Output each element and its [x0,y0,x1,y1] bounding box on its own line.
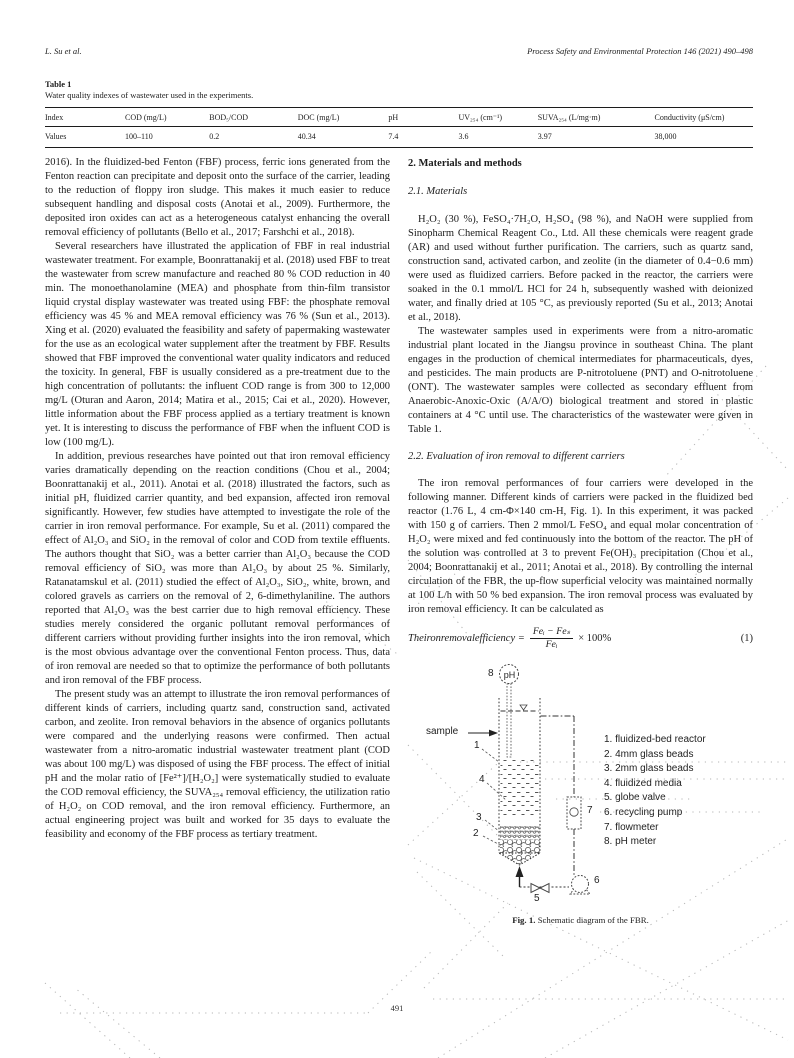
table-cell-conductivity: 38,000 [655,127,753,148]
column-header-uv254: UV₂₅₄ (cm⁻¹) [458,108,537,127]
methods-paragraph: The wastewater samples used in experiments were from a nitro-aromatic industrial plant located in the Jiangsu province in southeast China. The plant engages in the production of chemical intermediates for pharmaceuticals, dyes, and pesticides. The main products are P-nitrotoluene (PNT) and O-nitrotoluene (ONT). The wastewater samples were collected as secondary effluent from Anaerobic-Anoxic-Oxic (A/A/O) biological treatment and stored in plastic containers at 4 °C until use. The characteristics of the wastewater were given in Table 1. [408,326,753,435]
methods-paragraph: The iron removal performances of four carriers were developed in the following manner. Different kinds of carriers were packed in the fluidized bed reactor (1.76 L, 4 cm-Φ×140 cm-H, Fig. 1). In this experiment, it was packed with 150 g of carriers. Then 2 mmol/L FeSO₄ and equal molar concentration of H₂O₂ were mixed and fed continuously into the bottom of the reactor. The pH of the solution was controlled at 3 to prevent Fe(OH)₃ precipitation (Chou et al., 2004; Boonrattanakij et al., 2011; Anotai et al., 2018). By controlling the internal circulation of the FBR, the up-flow superficial velocity was maintained normally at 100 L/h with 50 % bed expansion. The iron removal process was evaluated by iron removal efficiency. It can be calculated as [408,478,753,615]
column-header-suva254: SUVA₂₅₄ (L/mg·m) [538,108,655,127]
table-row [45,127,753,148]
figure-1 [408,663,753,927]
figure-label-5: 5 [534,893,540,904]
sample-label: sample [426,726,459,737]
section-heading-methods: 2. Materials and methods [408,158,522,169]
figure-label-3: 3 [476,812,482,823]
figure-caption [408,913,753,927]
equation-1 [408,626,753,651]
legend-item: 3. 2mm glass beads [604,763,694,775]
column-header-ph: pH [388,108,458,127]
equation-rhs: × 100% [578,632,612,644]
table-1-block [45,79,753,148]
legend-item: 7. flowmeter [604,821,659,833]
running-head [45,46,753,56]
subsection-heading-evaluation: 2.2. Evaluation of iron removal to different carriers [408,451,625,462]
legend-item: 6. recycling pump [604,806,683,818]
column-header-conductivity: Conductivity (μS/cm) [655,108,753,127]
ph-meter-label: pH [503,670,516,680]
right-column [408,156,753,927]
left-column [45,156,390,927]
figure-label-8: 8 [488,668,494,679]
intro-paragraph: The present study was an attempt to illustrate the iron removal performances of different kinds of carriers, including quartz sand, construction sand, activated carbon, and zeolite. Iron removal behaviors in the absence of organics pollutants were compared and the underlying reasons were confirmed. Then actual wastewater from a nitro-aromatic industrial wastewater treatment plant (COD was about 100 mg/L) was disposed of using the FBF process. The effect of initial pH and the molar ratio of [Fe²⁺]/[H₂O₂] were systematically studied to evaluate the COD removal efficiency, the SUVA₂₅₄ removal efficiency, the utilization ratio of H₂O₂ on COD removal, and the iron removal efficiency. Furthermore, an actual engineering project was built and worked for 35 days to evaluate the feasibility and economy of the FBF process as tertiary treatment. [45,689,390,840]
equation-lhs: Theironremovalefficiency = [408,632,525,644]
two-column-body [45,156,753,927]
table-cell-uv254: 3.6 [458,127,537,148]
equation-numerator: Feᵢ − Feₛ [530,626,573,639]
equation-denominator: Feᵢ [545,639,558,650]
legend-item: 1. fluidized-bed reactor [604,734,706,745]
table-cell-ph: 7.4 [388,127,458,148]
figure-caption-label: Fig. 1. [512,915,536,925]
figure-legend [604,733,706,850]
table-header-row [45,108,753,127]
table-cell-doc: 40.34 [298,127,389,148]
running-head-authors: L. Su et al. [45,46,82,56]
legend-item: 4. fluidized media [604,777,682,789]
fbr-schematic [408,663,753,908]
column-header-bod-cod: BOD₅/COD [209,108,298,127]
table-label: Table 1 [45,79,72,89]
intro-paragraph: In addition, previous researches have pointed out that iron removal efficiency varies dramatically depending on the reaction conditions (Chou et al., 2004; Boonrattanakij et al., 2011). Anotai et al. (2018) illustrated the factors, such as initial pH, fluidized carrier quantity, and bed expansion, affected iron removal significantly. However, few studies have attempted to investigate the role of the carrier in iron removal performance. For example, Su et al. (2011) compared the effect of Al₂O₃ and SiO₂ in the removal of color and COD from textile effluents. The authors thought that SiO₂ was a better carrier than Al₂O₃ because the COD removal efficiency of SiO₂ was more than Al₂O₃ by about 25 %. Similarly, Ratanatamskul et al. (2011) studied the effect of Al₂O₃, SiO₂, white, brown, and colored gravels as carriers on the removal of 2, 6-dimethylaniline. The authors reported that Al₂O₃ was the best carrier due to high removal efficiency. These studies merely considered the organic pollutant removal performances of different carriers without providing further insights into the iron removal, which is the most obvious advantage over the conventional Fenton process. Thus, data of iron removal are needed so that to optimize the performance of both pollutants and iron removal of the FBF process. [45,451,390,686]
equation-number: (1) [740,632,753,644]
legend-item: 2. 4mm glass beads [604,748,694,760]
column-header-index: Index [45,108,125,127]
methods-paragraph: H₂O₂ (30 %), FeSO₄·7H₂O, H₂SO₄ (98 %), and NaOH were supplied from Sinopharm Chemical Reagent Co., Ltd. All these chemicals were reagent grade (AR) and used without further purification. The carriers, such as quartz sand, construction sand, activated carbon, and zeolite (in the diameter of 0.4−0.6 mm) were used as fluidized carriers. Before packed in the reactor, the carriers were soaked in the 0.1 mmol/L HCl for 24 h, subsequently washed with deionized water, and finally dried at 105 °C, as previously reported (Su et al., 2013; Anotai et al., 2018). [408,214,753,323]
figure-label-7: 7 [587,805,593,816]
table-cell-bod-cod: 0.2 [209,127,298,148]
figure-label-4: 4 [479,774,485,785]
figure-label-6: 6 [594,875,600,886]
legend-item: 5. globe valve [604,792,666,804]
table-cell-suva254: 3.97 [538,127,655,148]
column-header-doc: DOC (mg/L) [298,108,389,127]
figure-label-1: 1 [474,740,480,751]
water-quality-table [45,107,753,148]
figure-label-2: 2 [473,828,479,839]
legend-item: 8. pH meter [604,836,657,848]
table-cell-index: Values [45,127,125,148]
column-header-cod: COD (mg/L) [125,108,209,127]
intro-paragraph: Several researchers have illustrated the application of FBF in real industrial wastewater treatment. For example, Boonrattanakij et al. (2018) used FBF to treat the wastewater from screw manufacture and reached 80 % COD reduction in 40 min. The monoethanolamine (MEA) and phosphate from thin-film transistor liquid crystal display wastewater was treated using FBF: the phosphate removal efficiency was 45 % and MEA removal efficiency was 76 % (Sun et al., 2013). Xing et al. (2020) evaluated the feasibility and safety of papermaking wastewater for the use as an ecological water supplement after the treatment by FBF. Results showed that FBF improved the conventional water quality indicators and reduced the toxicity. In general, FBF is usually considered as a pre-treatment due to the high concentration of pollutants: the influent COD range is from 300 to 12,000 mg/L (Oturan and Aaron, 2014; Matira et al., 2015; Cai et al., 2020). However, little information about the FBF process applied as a tertiary treatment is known yet. It is interesting to discuss the performance of FBF when the influent COD is low (100 mg/L). [45,241,390,448]
table-cell-cod: 100–110 [125,127,209,148]
equation-fraction [530,626,573,651]
figure-caption-text: Schematic diagram of the FBR. [537,915,649,925]
running-head-journal: Process Safety and Environmental Protection 146 (2021) 490–498 [527,46,753,56]
intro-paragraph: 2016). In the fluidized-bed Fenton (FBF) process, ferric ions generated from the Fenton reaction can precipitate and deposit onto the surface of the carrier, leading to the reduction of floppy iron sludge. This makes it much easier to reduce subsequent handling and disposal costs (Anotai et al., 2009). Furthermore, the deposited iron oxides can act as a heterogeneous catalyst enhancing the overall removal efficiency of pollutants (Bello et al., 2017; Farshchi et al., 2018). [45,157,390,238]
subsection-heading-materials: 2.1. Materials [408,186,468,197]
table-caption: Water quality indexes of wastewater used in the experiments. [45,90,254,100]
page-number: 491 [390,1003,404,1013]
